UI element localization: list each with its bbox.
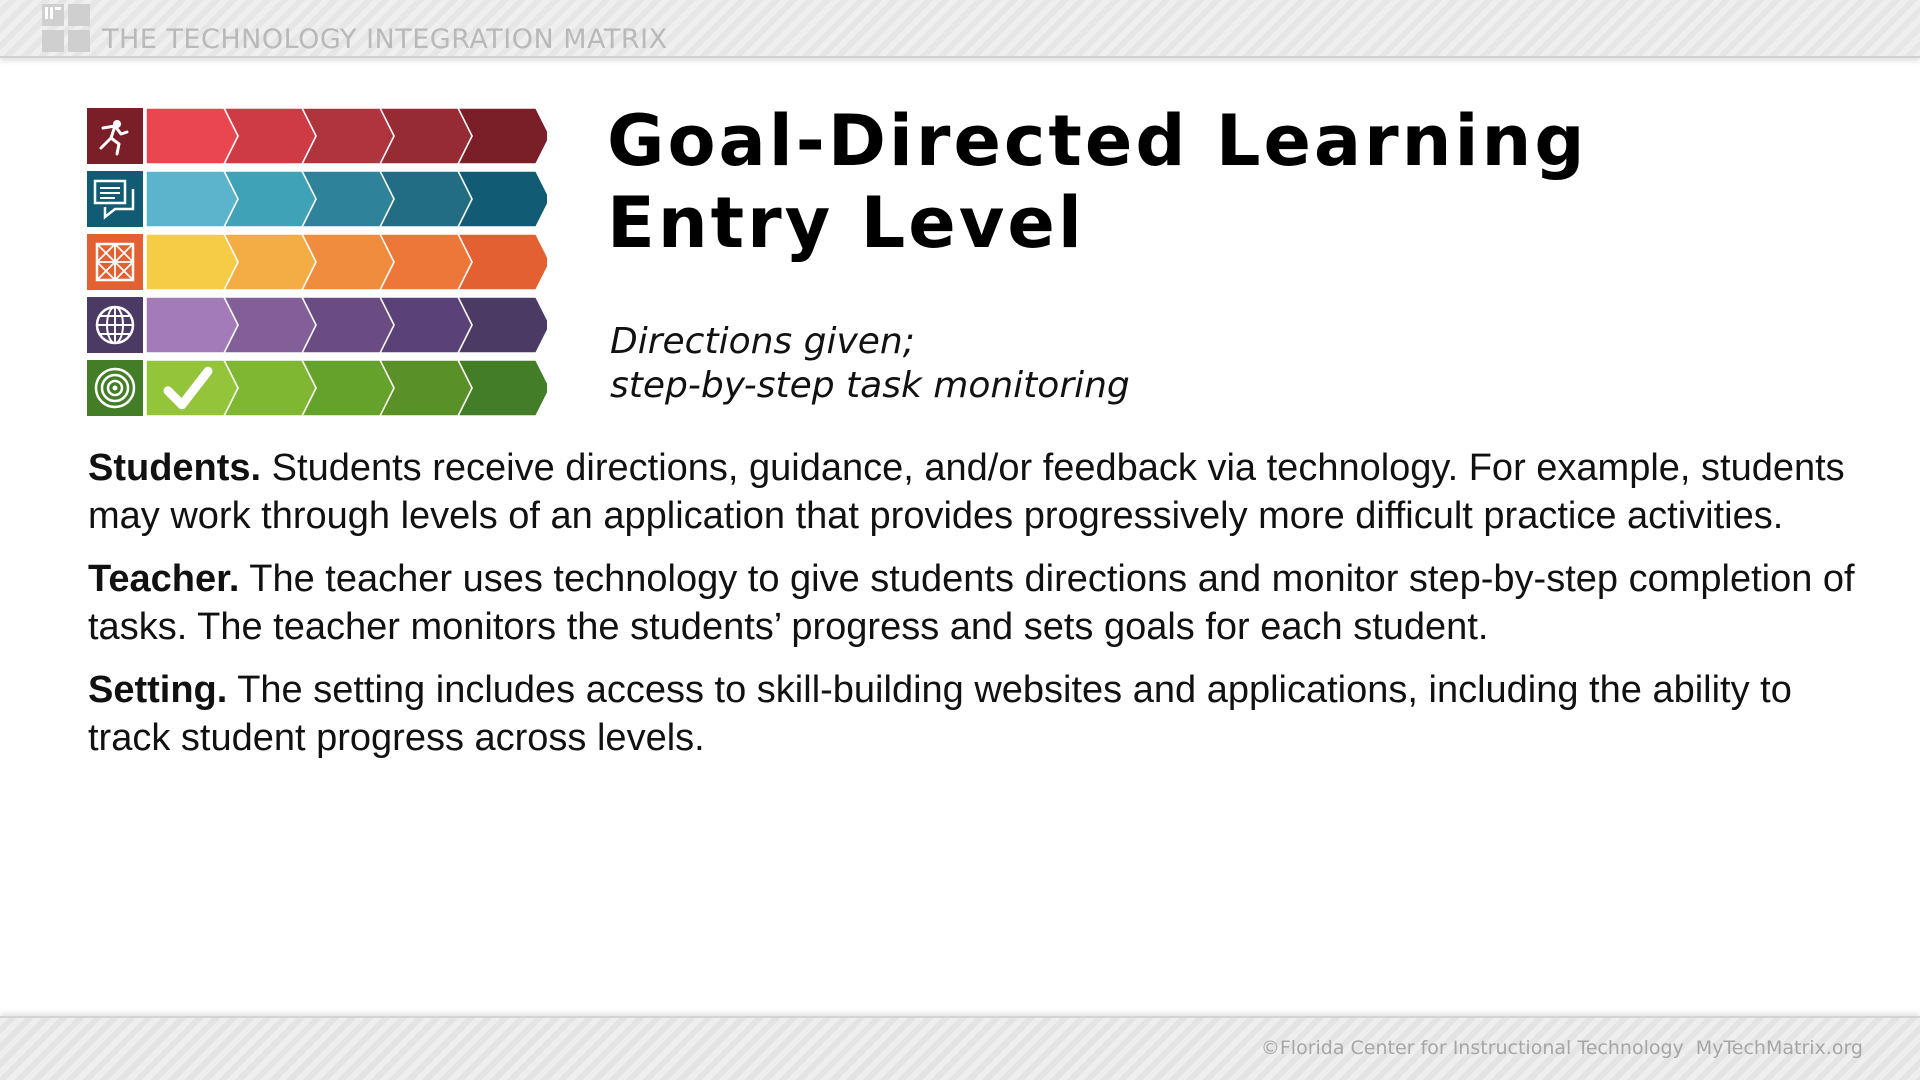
target-icon	[87, 360, 143, 416]
setting-lead: Setting.	[88, 669, 228, 711]
header-bar	[0, 0, 1920, 58]
level-summary	[610, 320, 1510, 408]
tim-logo-icon	[42, 4, 92, 54]
title-line-1: Goal-Directed Learning	[607, 100, 1588, 182]
running-figure-icon	[87, 108, 143, 164]
matrix-cell-3-1	[146, 234, 238, 290]
students-paragraph	[88, 444, 1868, 540]
title-line-2: Entry Level	[607, 182, 1085, 264]
footer-bar	[0, 1016, 1920, 1080]
matrix-cell-1-1	[146, 108, 238, 164]
scaffold-frame-icon	[87, 234, 143, 290]
chat-bubbles-icon	[87, 171, 143, 227]
teacher-text: The teacher uses technology to give students directions and monitor step-by-step completion of tasks. The teacher monitors the students’ progress and sets goals for each student.	[88, 558, 1855, 648]
setting-text: The setting includes access to skill-building websites and applications, including the ability to track student progress across levels.	[88, 669, 1792, 759]
matrix-cell-2-1	[146, 171, 238, 227]
copyright-text: ©Florida Center for Instructional Technology	[1260, 1037, 1684, 1059]
teacher-lead: Teacher.	[88, 558, 240, 600]
matrix-row-4	[87, 297, 547, 353]
students-text: Students receive directions, guidance, and/or feedback via technology. For example, students may work through levels of an application that provides progressively more difficult practice activities.	[88, 447, 1845, 537]
footer-credits	[1261, 1037, 1863, 1059]
matrix-row-5	[87, 360, 547, 416]
summary-line-1: Directions given;	[610, 321, 915, 362]
setting-paragraph	[88, 666, 1868, 762]
matrix-cell-4-1	[146, 297, 238, 353]
globe-icon	[87, 297, 143, 353]
site-link[interactable]: MyTechMatrix.org	[1695, 1037, 1863, 1059]
matrix-row-2	[87, 171, 547, 227]
teacher-paragraph	[88, 555, 1868, 651]
matrix-graphic	[87, 108, 547, 416]
matrix-row-1	[87, 108, 547, 164]
page-title	[607, 100, 1857, 264]
header-title: THE TECHNOLOGY INTEGRATION MATRIX	[102, 24, 668, 55]
description	[88, 444, 1868, 777]
matrix-row-3	[87, 234, 547, 290]
summary-line-2: step-by-step task monitoring	[610, 365, 1130, 406]
students-lead: Students.	[88, 447, 262, 489]
